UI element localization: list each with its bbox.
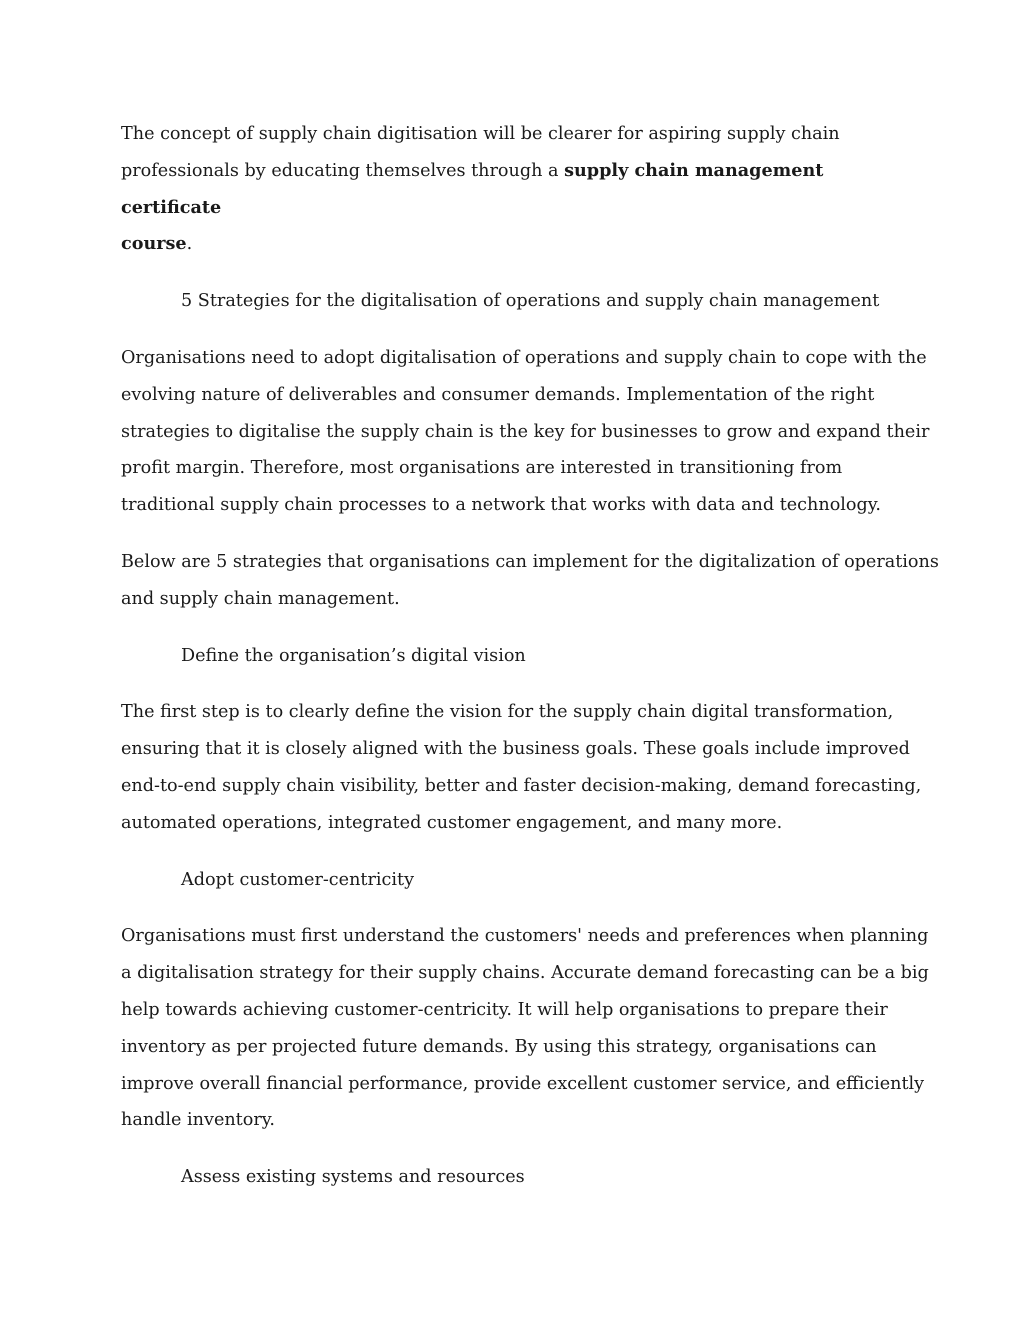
paragraph-line: ensuring that it is closely aligned with the business goals. These goals include improved <box>121 739 910 760</box>
paragraph-line: Below are 5 strategies that organisations can implement for the digitalization of operations <box>121 551 939 572</box>
paragraph-vision <box>121 694 922 841</box>
document-page <box>121 116 939 1216</box>
intro-bold-link-text: supply chain management certificate <box>121 159 824 218</box>
intro-line-2: professionals by educating themselves through a <box>121 160 565 181</box>
strategy-heading-assess: Assess existing systems and resources <box>181 1167 525 1188</box>
intro-bold-link-text-cont: course <box>121 233 187 255</box>
intro-end-punct: . <box>186 234 193 255</box>
strategy-heading-vision: Define the organisation’s digital vision <box>181 645 526 666</box>
paragraph-line: Organisations must first understand the customers' needs and preferences when planning <box>121 926 929 947</box>
paragraph-line: profit margin. Therefore, most organisations are interested in transitioning from <box>121 458 843 479</box>
paragraph-line: a digitalisation strategy for their supply chains. Accurate demand forecasting can be a big <box>121 963 929 984</box>
paragraph-line: end-to-end supply chain visibility, better and faster decision-making, demand forecasting, <box>121 775 922 796</box>
paragraph-line: Organisations need to adopt digitalisation of operations and supply chain to cope with the <box>121 347 927 368</box>
paragraph-line: evolving nature of deliverables and consumer demands. Implementation of the right <box>121 384 875 405</box>
main-heading: 5 Strategies for the digitalisation of operations and supply chain management <box>181 291 880 312</box>
paragraph-need <box>121 340 930 524</box>
paragraph-line: handle inventory. <box>121 1110 275 1131</box>
paragraph-line: and supply chain management. <box>121 588 400 609</box>
strategy-heading-customer: Adopt customer-centricity <box>181 869 415 890</box>
paragraph-line: The first step is to clearly define the vision for the supply chain digital transformation, <box>121 702 894 723</box>
paragraph-line: automated operations, integrated customer engagement, and many more. <box>121 812 783 833</box>
intro-line-1: The concept of supply chain digitisation will be clearer for aspiring supply chain <box>121 124 840 144</box>
paragraph-line: inventory as per projected future demands. By using this strategy, organisations can <box>121 1036 877 1057</box>
paragraph-customer <box>121 918 929 1139</box>
intro-paragraph <box>121 116 911 263</box>
paragraph-line: improve overall financial performance, provide excellent customer service, and efficiently <box>121 1073 925 1094</box>
paragraph-line: help towards achieving customer-centricity. It will help organisations to prepare their <box>121 999 888 1020</box>
paragraph-line: traditional supply chain processes to a network that works with data and technology. <box>121 495 881 516</box>
paragraph-line: strategies to digitalise the supply chain is the key for businesses to grow and expand their <box>121 421 930 442</box>
paragraph-below <box>121 544 939 618</box>
